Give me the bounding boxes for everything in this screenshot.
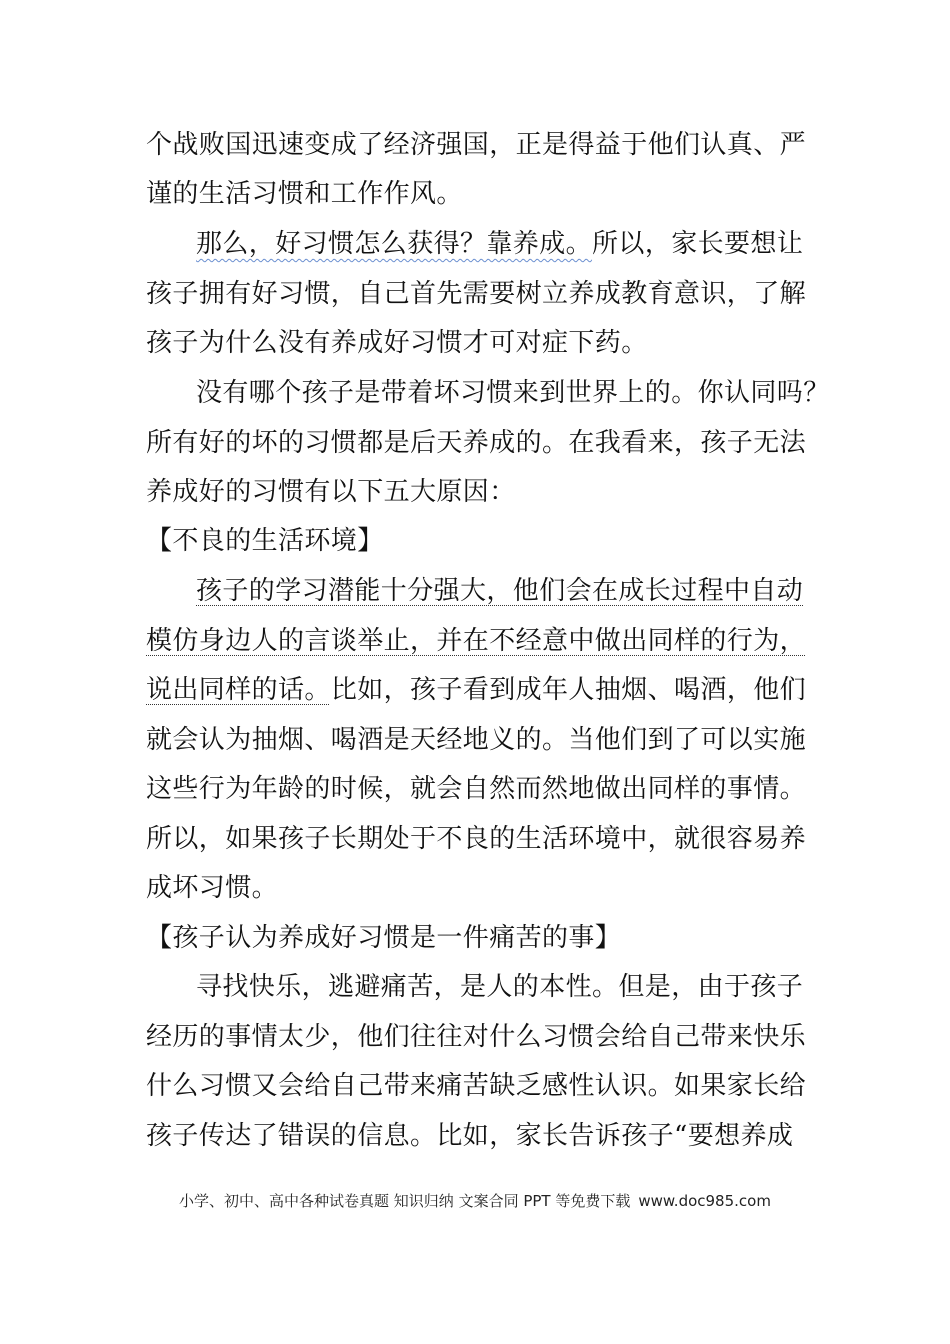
text-segment: 寻找快乐，逃避痛苦，是人的本性。但是，由于孩子 xyxy=(196,972,804,1002)
section-heading xyxy=(146,921,621,955)
text-segment: 比如，孩子看到成年人抽烟、喝酒，他们 xyxy=(330,675,807,705)
text-line xyxy=(146,1119,793,1153)
text-line xyxy=(146,326,648,360)
dotted-underlined-segment: 说出同样的话。 xyxy=(146,675,331,705)
dotted-underlined-segment: 模仿身边人的言谈举止，并在不经意中做出同样的行为， xyxy=(146,626,807,656)
text-segment: 什么习惯又会给自己带来痛苦缺乏感性认识。如果家长给 xyxy=(146,1071,807,1101)
text-segment: 孩子传达了错误的信息。比如，家长告诉孩子“要想养成 xyxy=(146,1121,794,1151)
text-segment: 就会认为抽烟、喝酒是天经地义的。当他们到了可以实施 xyxy=(146,725,807,755)
text-line xyxy=(146,673,806,707)
text-line xyxy=(146,177,463,211)
page-footer xyxy=(0,1191,950,1211)
text-segment: 谨的生活习惯和工作作风。 xyxy=(146,179,463,209)
text-line xyxy=(146,475,516,509)
text-line xyxy=(146,426,806,460)
text-line xyxy=(196,227,803,261)
text-segment: 没有哪个孩子是带着坏习惯来到世界上的。你认同吗？ xyxy=(196,378,830,408)
text-line xyxy=(196,574,803,608)
text-line xyxy=(146,822,806,856)
text-segment: 孩子为什么没有养成好习惯才可对症下药。 xyxy=(146,328,648,358)
text-segment: 养成好的习惯有以下五大原因： xyxy=(146,477,516,507)
section-heading xyxy=(146,524,384,558)
text-segment: 经历的事情太少，他们往往对什么习惯会给自己带来快乐 xyxy=(146,1022,807,1052)
text-line xyxy=(196,376,830,410)
text-segment: 孩子拥有好习惯，自己首先需要树立养成教育意识，了解 xyxy=(146,279,807,309)
text-segment: 个战败国迅速变成了经济强国，正是得益于他们认真、严 xyxy=(146,130,807,160)
heading-text: 【孩子认为养成好习惯是一件痛苦的事】 xyxy=(146,923,622,953)
text-line xyxy=(146,277,806,311)
text-line xyxy=(146,1020,806,1054)
text-line xyxy=(146,772,806,806)
heading-text: 【不良的生活环境】 xyxy=(146,526,384,556)
footer-text: 小学、初中、高中各种试卷真题 知识归纳 文案合同 PPT 等免费下载 xyxy=(179,1192,631,1210)
text-line xyxy=(196,970,803,1004)
dotted-underlined-segment: 孩子的学习潜能十分强大，他们会在成长过程中自动 xyxy=(196,576,804,606)
text-line xyxy=(146,871,278,905)
text-line xyxy=(146,624,806,658)
text-line xyxy=(146,128,806,162)
text-line xyxy=(146,1069,806,1103)
text-segment: 所以，家长要想让 xyxy=(592,229,804,259)
text-segment: 所以，如果孩子长期处于不良的生活环境中，就很容易养 xyxy=(146,824,807,854)
text-segment: 这些行为年龄的时候，就会自然而然地做出同样的事情。 xyxy=(146,774,807,804)
footer-link[interactable]: www.doc985.com xyxy=(638,1192,771,1210)
text-segment: 成坏习惯。 xyxy=(146,873,279,903)
wavy-underlined-segment: 那么，好习惯怎么获得？靠养成。 xyxy=(196,229,593,259)
text-segment: 所有好的坏的习惯都是后天养成的。在我看来，孩子无法 xyxy=(146,428,807,458)
text-line xyxy=(146,723,806,757)
